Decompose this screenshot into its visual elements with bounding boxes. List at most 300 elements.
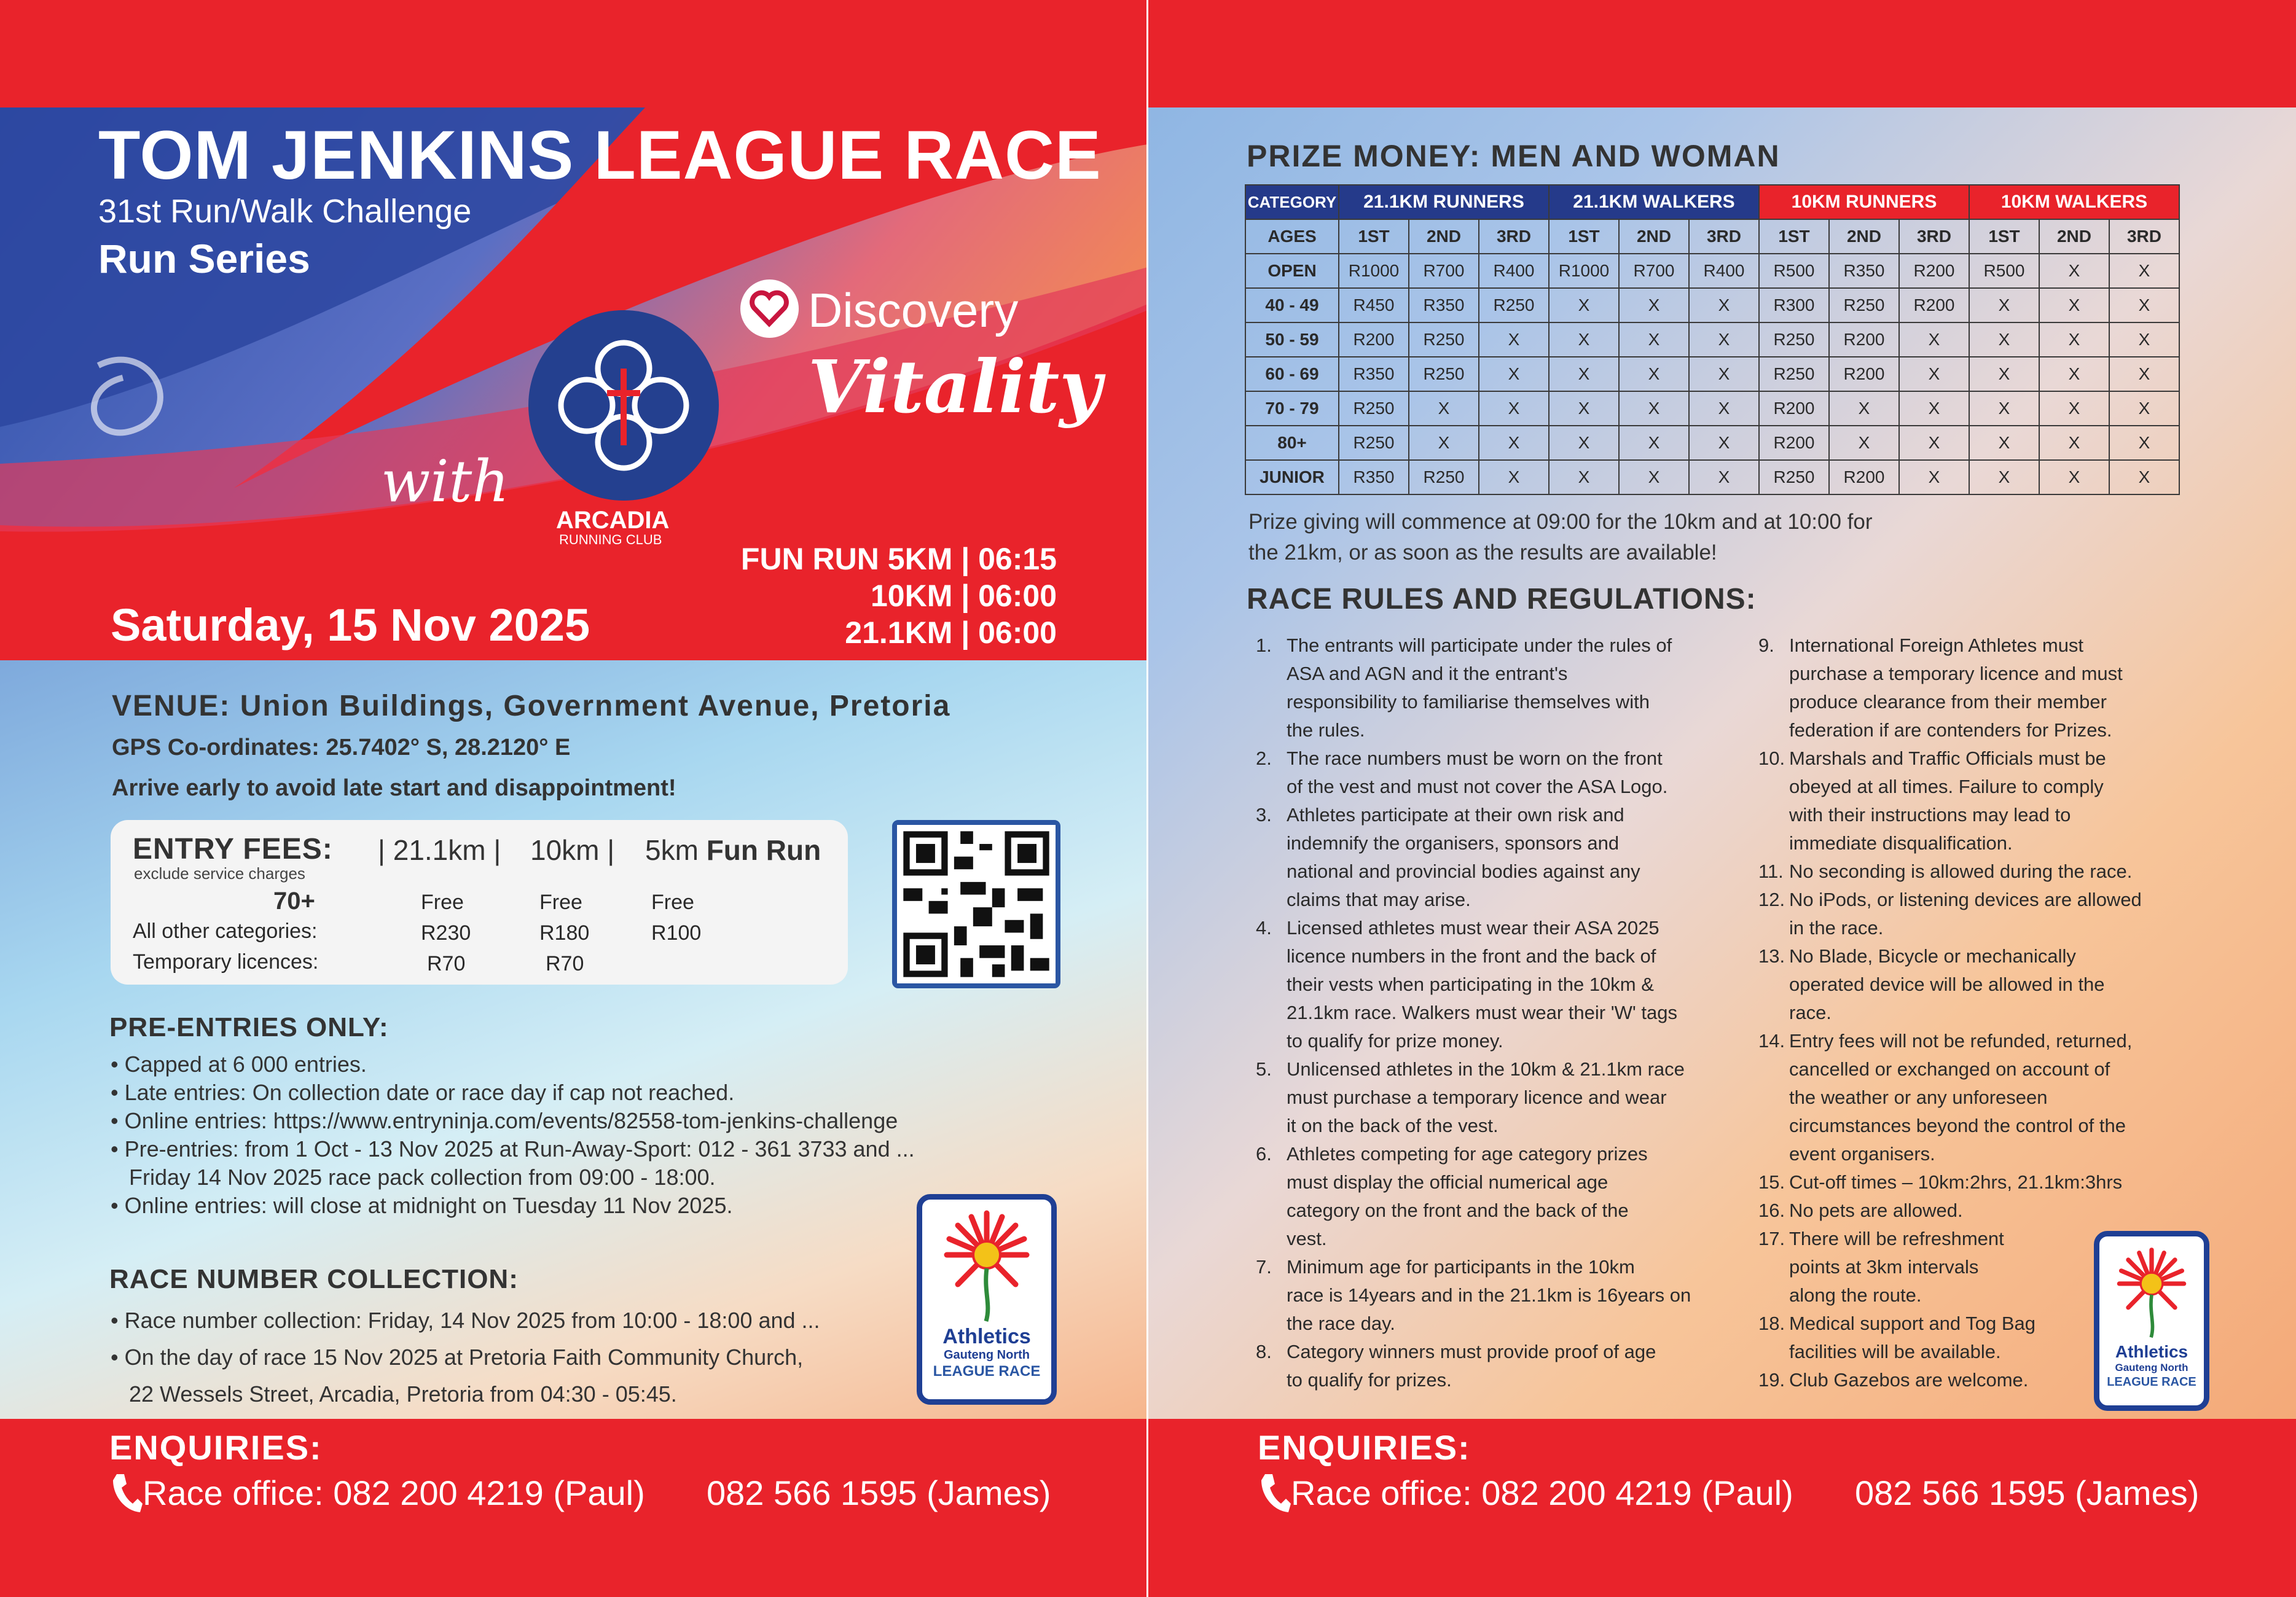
- rule-number: 16.: [1758, 1200, 1785, 1221]
- rule-line: [1758, 1281, 2142, 1310]
- rule-number: 10.: [1758, 748, 1785, 769]
- entry-fees-heading: ENTRY FEES:: [133, 833, 333, 865]
- table-cell: X: [1969, 288, 2039, 322]
- rule-text: national and provincial bodies against any: [1287, 861, 1640, 882]
- table-cell: X: [1899, 460, 1969, 494]
- rule-text: facilities will be available.: [1789, 1341, 2001, 1362]
- rule-line: [1758, 1197, 2142, 1225]
- table-cell: X: [1619, 322, 1689, 357]
- rule-line: [1758, 914, 2142, 942]
- rule-text: of the vest and must not cover the ASA Logo.: [1287, 776, 1668, 797]
- rule-text: race is 14years and in the 21.1km is 16years on: [1287, 1284, 1691, 1306]
- table-cell: 2ND: [1409, 219, 1479, 254]
- rule-line: [1256, 660, 1691, 688]
- table-cell: X: [1479, 322, 1549, 357]
- prize-table-body: [1245, 254, 2179, 494]
- rule-number: 5.: [1256, 1058, 1272, 1080]
- flower-logo-icon: [2099, 1236, 2204, 1341]
- rule-number: 8.: [1256, 1341, 1272, 1362]
- rule-line: [1256, 1168, 1691, 1197]
- fee-col-5km: [645, 834, 821, 867]
- badge-sub: Gauteng North: [2115, 1362, 2188, 1373]
- badge-sub: Gauteng North: [944, 1348, 1030, 1362]
- table-cell: R400: [1479, 254, 1549, 288]
- rule-line: [1758, 1112, 2142, 1140]
- rule-text: There will be refreshment: [1789, 1228, 2004, 1249]
- rule-text: vest.: [1287, 1228, 1327, 1249]
- rule-line: [1758, 688, 2142, 716]
- fee-cell: Free: [421, 891, 464, 914]
- top-bar: [0, 0, 1148, 107]
- event-title: TOM JENKINS LEAGUE RACE: [98, 117, 1102, 193]
- fees-note: exclude service charges: [134, 864, 305, 883]
- fee-cell: R100: [651, 921, 702, 945]
- table-cell: X: [2109, 460, 2179, 494]
- rule-number: 12.: [1758, 889, 1785, 910]
- fee-cell: R230: [421, 921, 471, 945]
- rule-line: [1758, 1225, 2142, 1253]
- rule-text: Marshals and Traffic Officials must be: [1789, 748, 2106, 769]
- table-cell: X: [1549, 391, 1619, 426]
- table-cell: R200: [1339, 322, 1409, 357]
- table-cell: X: [2109, 288, 2179, 322]
- gps-coordinates: GPS Co-ordinates: 25.7402° S, 28.2120° E: [112, 735, 571, 760]
- table-cell: X: [1689, 426, 1759, 460]
- table-cell: X: [1969, 426, 2039, 460]
- rule-text: with their instructions may lead to: [1789, 804, 2071, 826]
- rule-text: Minimum age for participants in the 10km: [1287, 1256, 1635, 1278]
- table-cell: X: [1549, 460, 1619, 494]
- rule-text: indemnify the organisers, sponsors and: [1287, 832, 1620, 854]
- table-cell: R350: [1339, 357, 1409, 391]
- rule-line: [1256, 773, 1691, 801]
- rule-text: The race numbers must be worn on the front: [1287, 748, 1663, 769]
- rules-column-2: [1758, 631, 2142, 1394]
- rule-line: [1256, 1338, 1691, 1366]
- table-cell: 1ST: [1759, 219, 1829, 254]
- start-time-fun-run: FUN RUN 5KM | 06:15: [740, 542, 1057, 576]
- rule-text: in the race.: [1789, 917, 1884, 939]
- table-cell: X: [1549, 288, 1619, 322]
- fee-cell: Free: [651, 891, 694, 914]
- athletics-badge: [917, 1194, 1057, 1405]
- rules-column-1: [1256, 631, 1691, 1394]
- rule-line: [1256, 970, 1691, 999]
- table-cell: X: [2039, 322, 2109, 357]
- rule-line: [1256, 1225, 1691, 1253]
- table-cell: R200: [1759, 391, 1829, 426]
- rule-line: [1758, 1310, 2142, 1338]
- table-cell: R250: [1829, 288, 1899, 322]
- rule-text: claims that may arise.: [1287, 889, 1471, 910]
- rule-line: [1256, 914, 1691, 942]
- rule-line: [1758, 773, 2142, 801]
- table-cell: R400: [1689, 254, 1759, 288]
- rule-text: Club Gazebos are welcome.: [1789, 1369, 2029, 1391]
- rule-line: [1758, 1027, 2142, 1055]
- prize-table: [1245, 184, 2180, 495]
- table-cell: X: [1479, 391, 1549, 426]
- prize-note-line: Prize giving will commence at 09:00 for the 10km and at 10:00 for: [1248, 510, 1873, 534]
- rule-text: Medical support and Tog Bag: [1789, 1313, 2035, 1334]
- fee-cell: R70: [546, 952, 584, 975]
- rule-line: [1256, 942, 1691, 970]
- list-item: • Capped at 6 000 entries.: [111, 1052, 367, 1077]
- rules-heading: RACE RULES AND REGULATIONS:: [1247, 583, 1757, 615]
- table-header: 10KM RUNNERS: [1759, 185, 1969, 219]
- table-cell: R350: [1339, 460, 1409, 494]
- rule-line: [1256, 744, 1691, 773]
- fee-cell: Free: [539, 891, 582, 914]
- table-row: [1245, 357, 2179, 391]
- table-cell: R250: [1409, 322, 1479, 357]
- table-cell: 3RD: [1479, 219, 1549, 254]
- rule-line: [1758, 1168, 2142, 1197]
- table-cell: X: [1969, 391, 2039, 426]
- table-cell: X: [1899, 357, 1969, 391]
- table-cell: R700: [1409, 254, 1479, 288]
- table-header: 10KM WALKERS: [1969, 185, 2179, 219]
- table-header: CATEGORY: [1245, 185, 1339, 219]
- table-cell: R250: [1759, 460, 1829, 494]
- rule-line: [1758, 857, 2142, 886]
- fee-row-label: 70+: [273, 888, 315, 915]
- table-cell: X: [1829, 426, 1899, 460]
- rule-text: International Foreign Athletes must: [1789, 635, 2084, 656]
- rule-text: cancelled or exchanged on account of: [1789, 1058, 2110, 1080]
- table-cell: X: [1619, 391, 1689, 426]
- table-cell: 3RD: [1689, 219, 1759, 254]
- rule-line: [1758, 1084, 2142, 1112]
- table-cell: R250: [1409, 357, 1479, 391]
- table-cell: X: [1689, 391, 1759, 426]
- rule-line: [1758, 1253, 2142, 1281]
- rule-number: 7.: [1256, 1256, 1272, 1278]
- rule-text: the rules.: [1287, 719, 1365, 741]
- table-cell: R250: [1339, 426, 1409, 460]
- badge-tag: LEAGUE RACE: [933, 1363, 1041, 1380]
- table-cell: X: [1689, 460, 1759, 494]
- rule-number: 6.: [1256, 1143, 1272, 1165]
- table-cell: R450: [1339, 288, 1409, 322]
- table-row: [1245, 254, 2179, 288]
- collection-list: [111, 1302, 820, 1413]
- rule-text: along the route.: [1789, 1284, 1922, 1306]
- sponsor-vitality: Vitality: [808, 344, 1102, 429]
- table-cell: R200: [1829, 460, 1899, 494]
- rule-text: Unlicensed athletes in the 10km & 21.1km race: [1287, 1058, 1685, 1080]
- table-cell: 2ND: [1619, 219, 1689, 254]
- fee-cell: R70: [427, 952, 466, 975]
- start-time-21km: 21.1KM | 06:00: [845, 615, 1057, 650]
- footer: [0, 1419, 1148, 1597]
- rule-line: [1256, 1027, 1691, 1055]
- rule-text: Category winners must provide proof of age: [1287, 1341, 1656, 1362]
- rule-text: No seconding is allowed during the race.: [1789, 861, 2133, 882]
- table-cell: X: [2039, 391, 2109, 426]
- rule-text: No Blade, Bicycle or mechanically: [1789, 945, 2076, 967]
- table-cell: X: [1689, 288, 1759, 322]
- rule-line: [1758, 801, 2142, 829]
- rule-line: [1256, 1253, 1691, 1281]
- table-cell: X: [1899, 391, 1969, 426]
- table-cell: X: [1619, 357, 1689, 391]
- table-row: [1245, 322, 2179, 357]
- rule-number: 11.: [1758, 861, 1784, 882]
- table-cell: R250: [1479, 288, 1549, 322]
- rule-line: [1758, 999, 2142, 1027]
- table-cell: X: [1479, 357, 1549, 391]
- club-subtitle: RUNNING CLUB: [559, 532, 662, 547]
- table-row: [1245, 426, 2179, 460]
- rule-line: [1256, 857, 1691, 886]
- rule-number: 2.: [1256, 748, 1272, 769]
- table-cell: X: [1409, 426, 1479, 460]
- rule-line: [1758, 1140, 2142, 1168]
- table-cell: R250: [1759, 357, 1829, 391]
- rule-text: race.: [1789, 1002, 1832, 1023]
- table-cell: R500: [1759, 254, 1829, 288]
- list-item: • Race number collection: Friday, 14 Nov 2025 from 10:00 - 18:00 and ...: [111, 1308, 820, 1333]
- table-row: [1245, 460, 2179, 494]
- fee-col-10km: 10km |: [530, 834, 615, 866]
- table-cell: X: [2109, 357, 2179, 391]
- list-item: • Late entries: On collection date or race day if cap not reached.: [111, 1080, 735, 1105]
- table-cell: JUNIOR: [1245, 460, 1339, 494]
- table-cell: X: [2109, 426, 2179, 460]
- table-cell: 2ND: [2039, 219, 2109, 254]
- table-row: [1245, 219, 2179, 254]
- table-cell: X: [1689, 357, 1759, 391]
- rule-text: it on the back of the vest.: [1287, 1115, 1499, 1136]
- table-cell: R350: [1829, 254, 1899, 288]
- rule-text: Cut-off times – 10km:2hrs, 21.1km:3hrs: [1789, 1171, 2123, 1193]
- table-cell: X: [2039, 460, 2109, 494]
- table-cell: R250: [1409, 460, 1479, 494]
- table-cell: X: [1549, 322, 1619, 357]
- list-item: • Pre-entries: from 1 Oct - 13 Nov 2025 at Run-Away-Sport: 012 - 361 3733 and ...: [111, 1136, 915, 1162]
- with-text: with: [381, 448, 509, 515]
- rule-line: [1256, 1055, 1691, 1084]
- table-cell: X: [1549, 357, 1619, 391]
- rule-text: the race day.: [1287, 1313, 1395, 1334]
- race-office-phone[interactable]: Race office: 082 200 4219 (Paul): [1291, 1474, 1793, 1512]
- table-cell: AGES: [1245, 219, 1339, 254]
- list-item: Friday 14 Nov 2025 race pack collection from 09:00 - 18:00.: [111, 1165, 716, 1190]
- badge-name: Athletics: [942, 1325, 1031, 1348]
- rule-line: [1758, 744, 2142, 773]
- table-header: 21.1KM WALKERS: [1549, 185, 1759, 219]
- rule-line: [1758, 660, 2142, 688]
- right-panel: [1148, 0, 2296, 1597]
- rule-text: purchase a temporary licence and must: [1789, 663, 2123, 684]
- table-header-row: [1245, 185, 2179, 219]
- table-cell: 1ST: [1969, 219, 2039, 254]
- pre-entries-heading: PRE-ENTRIES ONLY:: [109, 1012, 389, 1042]
- table-header: 21.1KM RUNNERS: [1339, 185, 1549, 219]
- race-office-phone[interactable]: Race office: 082 200 4219 (Paul): [143, 1474, 645, 1512]
- table-cell: X: [1899, 426, 1969, 460]
- rule-line: [1256, 999, 1691, 1027]
- fee-col-5km-label: 5km: [645, 834, 707, 866]
- collection-heading: RACE NUMBER COLLECTION:: [109, 1264, 519, 1294]
- table-cell: 70 - 79: [1245, 391, 1339, 426]
- rule-line: [1758, 829, 2142, 857]
- table-cell: R200: [1829, 357, 1899, 391]
- prize-note: [1248, 507, 1873, 568]
- rule-line: [1758, 1366, 2142, 1394]
- rule-text: immediate disqualification.: [1789, 832, 2013, 854]
- rule-number: 13.: [1758, 945, 1785, 967]
- list-item: • Online entries: will close at midnight on Tuesday 11 Nov 2025.: [111, 1193, 733, 1218]
- table-cell: 80+: [1245, 426, 1339, 460]
- entry-link[interactable]: • Online entries: https://www.entryninja.com/events/82558-tom-jenkins-challenge: [111, 1108, 898, 1133]
- rule-number: 17.: [1758, 1228, 1785, 1249]
- table-cell: X: [1969, 357, 2039, 391]
- table-cell: 60 - 69: [1245, 357, 1339, 391]
- rule-text: No iPods, or listening devices are allowed: [1789, 889, 2142, 910]
- phone-icon: [1258, 1472, 1292, 1515]
- table-cell: X: [1479, 426, 1549, 460]
- table-cell: R700: [1619, 254, 1689, 288]
- list-item: 22 Wessels Street, Arcadia, Pretoria from 04:30 - 05:45.: [111, 1381, 677, 1407]
- rule-line: [1758, 716, 2142, 744]
- rule-text: The entrants will participate under the rules of: [1287, 635, 1672, 656]
- rule-text: points at 3km intervals: [1789, 1256, 1979, 1278]
- rule-text: Athletes competing for age category prizes: [1287, 1143, 1648, 1165]
- table-cell: X: [1619, 460, 1689, 494]
- rule-text: responsibility to familiarise themselves with: [1287, 691, 1650, 713]
- table-cell: 50 - 59: [1245, 322, 1339, 357]
- rule-line: [1256, 886, 1691, 914]
- table-cell: X: [2109, 254, 2179, 288]
- table-cell: 2ND: [1829, 219, 1899, 254]
- fee-row-label: All other categories:: [133, 920, 318, 943]
- rule-line: [1256, 1140, 1691, 1168]
- qr-code-icon[interactable]: [892, 820, 1060, 988]
- rule-text: licence numbers in the front and the back of: [1287, 945, 1656, 967]
- fee-col-fun-run-label: Fun Run: [706, 834, 821, 866]
- table-cell: X: [1549, 426, 1619, 460]
- start-time-10km: 10KM | 06:00: [870, 579, 1057, 613]
- table-cell: X: [1899, 322, 1969, 357]
- table-cell: X: [1969, 322, 2039, 357]
- second-phone[interactable]: 082 566 1595 (James): [1855, 1474, 2200, 1512]
- badge-name: Athletics: [2115, 1342, 2188, 1361]
- rule-number: 15.: [1758, 1171, 1785, 1193]
- rule-number: 9.: [1758, 635, 1774, 656]
- table-cell: R200: [1829, 322, 1899, 357]
- rule-number: 1.: [1256, 635, 1272, 656]
- table-row: [1245, 391, 2179, 426]
- rule-text: ASA and AGN and it the entrant's: [1287, 663, 1568, 684]
- rule-text: Athletes participate at their own risk and: [1287, 804, 1624, 826]
- rule-text: obeyed at all times. Failure to comply: [1789, 776, 2104, 797]
- table-cell: X: [1829, 391, 1899, 426]
- table-cell: 40 - 49: [1245, 288, 1339, 322]
- event-subtitle: 31st Run/Walk Challenge: [98, 193, 472, 230]
- rule-text: event organisers.: [1789, 1143, 1935, 1165]
- rule-number: 3.: [1256, 804, 1272, 826]
- rule-text: circumstances beyond the control of the: [1789, 1115, 2126, 1136]
- rule-line: [1256, 1310, 1691, 1338]
- flower-logo-icon: [922, 1200, 1051, 1322]
- table-cell: R1000: [1549, 254, 1619, 288]
- rule-text: produce clearance from their member: [1789, 691, 2107, 713]
- enquiries-heading: ENQUIRIES:: [109, 1428, 323, 1467]
- rule-text: category on the front and the back of the: [1287, 1200, 1629, 1221]
- table-cell: X: [2039, 288, 2109, 322]
- rule-number: 4.: [1256, 917, 1272, 939]
- table-cell: R200: [1759, 426, 1829, 460]
- table-cell: X: [2039, 357, 2109, 391]
- fee-cell: R180: [539, 921, 590, 945]
- rule-line: [1256, 1366, 1691, 1394]
- table-cell: R250: [1759, 322, 1829, 357]
- table-cell: R1000: [1339, 254, 1409, 288]
- rule-text: the weather or any unforeseen: [1789, 1087, 2048, 1108]
- rule-line: [1256, 829, 1691, 857]
- rule-line: [1758, 942, 2142, 970]
- table-cell: X: [1689, 322, 1759, 357]
- rule-line: [1256, 716, 1691, 744]
- rule-text: No pets are allowed.: [1789, 1200, 1963, 1221]
- table-cell: 3RD: [1899, 219, 1969, 254]
- venue: VENUE: Union Buildings, Government Avenue, Pretoria: [112, 690, 951, 722]
- rule-line: [1256, 801, 1691, 829]
- badge-tag: LEAGUE RACE: [2107, 1375, 2196, 1389]
- table-cell: R200: [1899, 254, 1969, 288]
- table-cell: OPEN: [1245, 254, 1339, 288]
- rule-text: Entry fees will not be refunded, returned,: [1789, 1030, 2133, 1052]
- table-cell: X: [2109, 322, 2179, 357]
- top-bar: [1148, 0, 2296, 107]
- arcadia-logo-icon: [528, 310, 719, 501]
- table-cell: X: [1479, 460, 1549, 494]
- rule-line: [1256, 1112, 1691, 1140]
- rule-text: operated device will be allowed in the: [1789, 974, 2105, 995]
- rule-line: [1758, 1338, 2142, 1366]
- table-cell: X: [2109, 391, 2179, 426]
- table-cell: 1ST: [1339, 219, 1409, 254]
- phone-icon: [109, 1472, 144, 1515]
- fee-row-label: Temporary licences:: [133, 950, 319, 974]
- table-cell: R200: [1899, 288, 1969, 322]
- table-cell: X: [1619, 288, 1689, 322]
- entry-fees-box: [111, 820, 848, 985]
- rule-text: federation if are contenders for Prizes.: [1789, 719, 2112, 741]
- table-cell: 3RD: [2109, 219, 2179, 254]
- start-times: [725, 541, 1057, 651]
- rule-line: [1256, 1197, 1691, 1225]
- rule-line: [1758, 970, 2142, 999]
- rule-line: [1758, 886, 2142, 914]
- rule-text: to qualify for prize money.: [1287, 1030, 1503, 1052]
- table-cell: R250: [1339, 391, 1409, 426]
- rule-line: [1256, 1281, 1691, 1310]
- rule-line: [1256, 631, 1691, 660]
- second-phone[interactable]: 082 566 1595 (James): [707, 1474, 1051, 1512]
- club-name: ARCADIA: [556, 507, 670, 534]
- table-cell: X: [1409, 391, 1479, 426]
- rule-text: must purchase a temporary licence and wear: [1287, 1087, 1667, 1108]
- rule-text: their vests when participating in the 10km &: [1287, 974, 1654, 995]
- list-item: • On the day of race 15 Nov 2025 at Pretoria Faith Community Church,: [111, 1345, 804, 1370]
- prize-heading: PRIZE MONEY: MEN AND WOMAN: [1247, 139, 1781, 173]
- table-cell: 1ST: [1549, 219, 1619, 254]
- event-date: Saturday, 15 Nov 2025: [111, 599, 590, 650]
- footer: [1148, 1419, 2296, 1597]
